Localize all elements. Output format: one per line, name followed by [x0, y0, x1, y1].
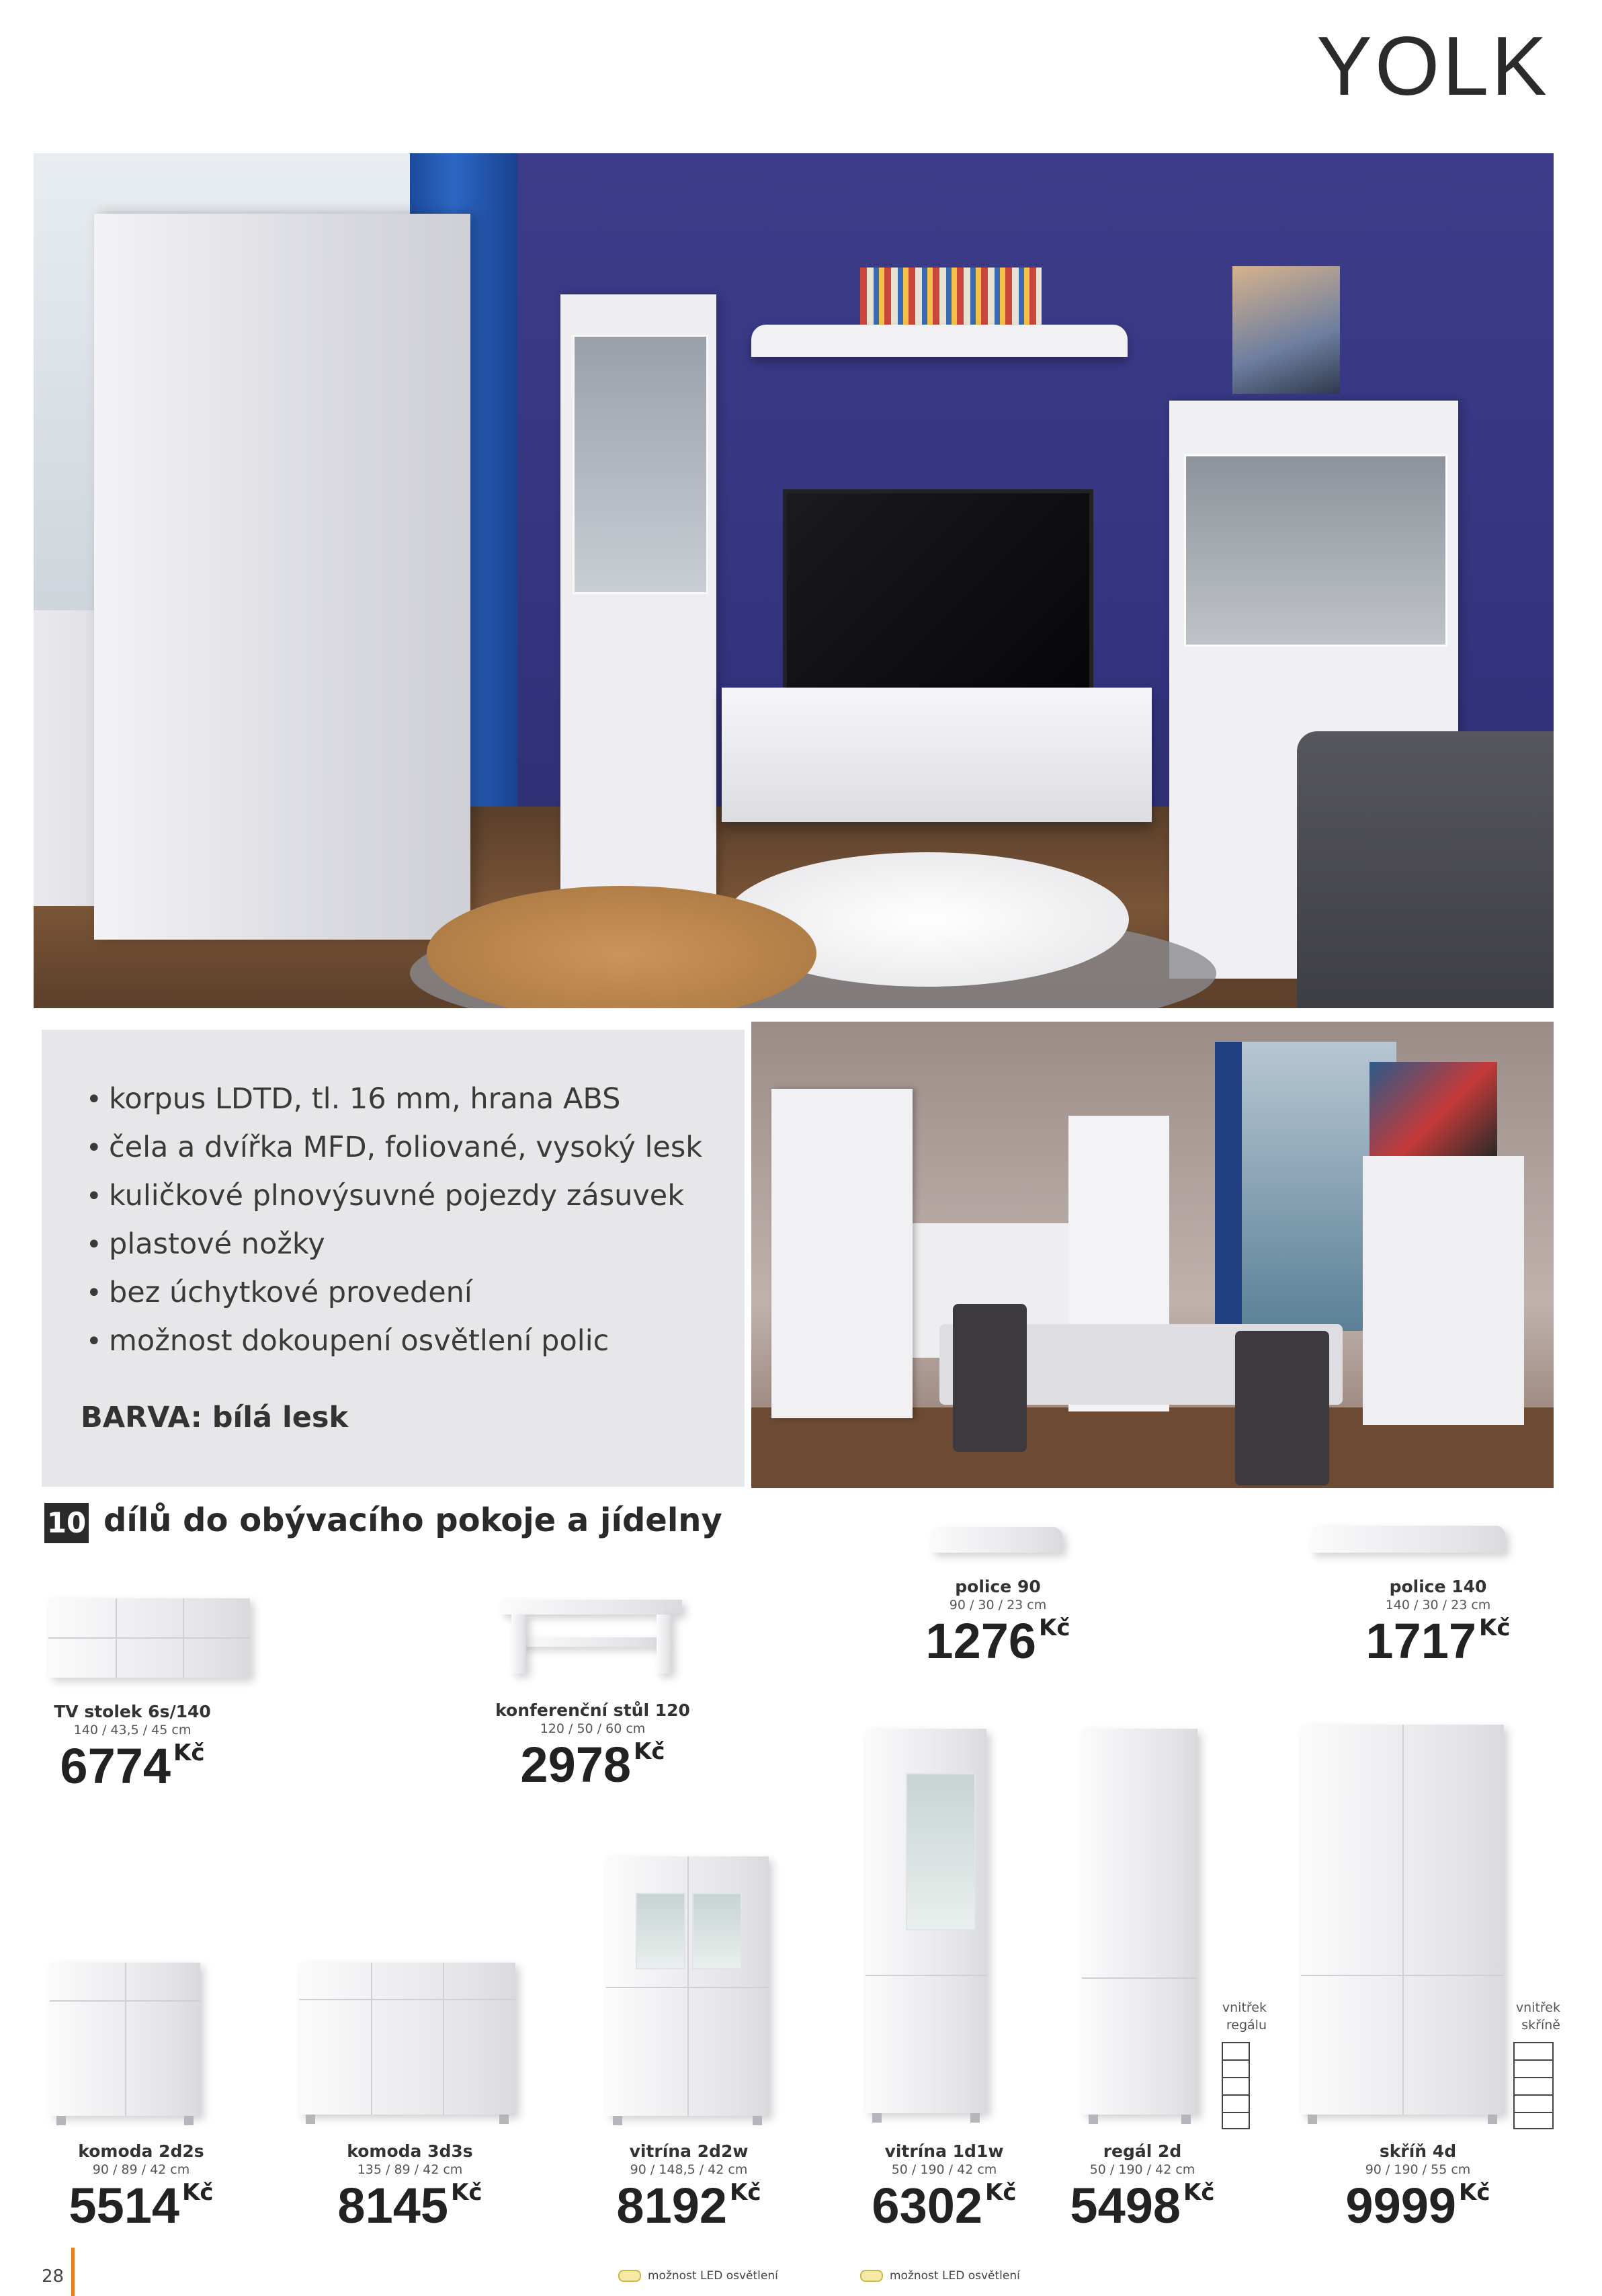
inner-note-line: skříně — [1521, 2018, 1560, 2033]
table-leg — [511, 1614, 526, 1674]
product-name: vitrína 2d2w — [629, 2141, 749, 2161]
front-seam — [299, 1999, 515, 2000]
leg — [56, 2116, 66, 2125]
leg — [1488, 2115, 1497, 2124]
product-dimensions: 90 / 30 / 23 cm — [949, 1598, 1047, 1612]
front-seam — [443, 1963, 444, 2115]
shelving-2d-image — [1082, 1729, 1197, 2115]
dresser-2d2s-image — [50, 1963, 200, 2116]
product-price — [1317, 2178, 1519, 2233]
front-seam — [1402, 1725, 1404, 2115]
inner-layout-note — [1499, 1999, 1560, 2034]
vitrine-cabinet — [560, 294, 716, 967]
table-top — [501, 1600, 682, 1614]
chair — [953, 1304, 1027, 1452]
product-price — [585, 2178, 793, 2233]
wall-shelf — [751, 325, 1128, 357]
sofa — [1297, 731, 1554, 1008]
currency: Kč — [1479, 1614, 1511, 1641]
led-note-text: možnost LED osvětlení — [648, 2269, 778, 2283]
inner-layout-diagram — [1222, 2042, 1250, 2129]
price-value: 5514 — [69, 2178, 180, 2233]
shelf-140-image — [1310, 1526, 1505, 1553]
led-icon — [860, 2270, 883, 2282]
front-seam — [1082, 1977, 1197, 1979]
color-line: BARVA: bílá lesk — [81, 1401, 349, 1434]
currency: Kč — [173, 1739, 205, 1766]
inner-shelf — [1223, 2061, 1249, 2078]
section-title: dílů do obývacího pokoje a jídelny — [103, 1502, 722, 1539]
currency: Kč — [1039, 1614, 1070, 1641]
currency: Kč — [985, 2179, 1017, 2206]
wall-art — [1369, 1062, 1497, 1156]
product-name: TV stolek 6s/140 — [54, 1702, 211, 1721]
inner-layout-note — [1203, 1999, 1267, 2034]
product-dimensions: 140 / 43,5 / 45 cm — [73, 1723, 192, 1737]
front-seam — [48, 1637, 250, 1639]
leg — [753, 2116, 762, 2125]
tv-unit — [722, 688, 1152, 822]
feature-item: • možnost dokoupení osvětlení polic — [86, 1317, 702, 1366]
product-dimensions: 50 / 190 / 42 cm — [891, 2162, 997, 2177]
product-police-140 — [1341, 1577, 1535, 1669]
product-price — [1341, 1613, 1535, 1669]
vitrine-cabinet — [771, 1089, 913, 1418]
shelf-90-image — [931, 1527, 1062, 1553]
glass-door — [692, 1893, 742, 1969]
display-cabinet — [1363, 1156, 1524, 1425]
leg — [1308, 2115, 1317, 2124]
table-shelf — [521, 1637, 662, 1647]
front-seam — [1301, 1975, 1504, 1976]
television — [783, 489, 1093, 692]
product-dimensions: 90 / 89 / 42 cm — [92, 2162, 190, 2177]
feature-item: • čela a dvířka MFD, foliované, vysoký lesk — [86, 1124, 702, 1172]
leg — [1089, 2115, 1098, 2124]
front-seam — [371, 1963, 372, 2115]
product-price — [309, 2178, 511, 2233]
product-price — [900, 1613, 1095, 1669]
price-value: 5498 — [1070, 2178, 1181, 2233]
price-value: 8145 — [337, 2178, 449, 2233]
product-skrin-4d — [1317, 2141, 1519, 2231]
glass-door — [906, 1773, 976, 1930]
inner-shelf — [1515, 2096, 1552, 2113]
product-dimensions: 50 / 190 / 42 cm — [1089, 2162, 1195, 2177]
dining-room-photo — [751, 1022, 1554, 1488]
currency: Kč — [182, 2179, 214, 2206]
product-name: vitrína 1d1w — [884, 2141, 1004, 2161]
product-dimensions: 140 / 30 / 23 cm — [1385, 1598, 1491, 1612]
tv-stand-image — [48, 1598, 250, 1678]
inner-shelf — [1515, 2061, 1552, 2078]
front-seam — [687, 1856, 689, 2116]
hero-living-room-photo — [34, 153, 1554, 1008]
led-note — [618, 2269, 778, 2283]
page-number: 28 — [42, 2266, 65, 2287]
price-value: 2978 — [520, 1737, 632, 1793]
product-name: regál 2d — [1103, 2141, 1182, 2161]
product-dimensions: 90 / 148,5 / 42 cm — [630, 2162, 748, 2177]
currency: Kč — [451, 2179, 482, 2206]
page-accent-bar — [71, 2248, 75, 2296]
front-seam — [125, 1963, 126, 2116]
product-name: skříň 4d — [1379, 2141, 1457, 2161]
product-price — [840, 2178, 1048, 2233]
leg — [499, 2115, 509, 2124]
tall-wardrobe — [94, 214, 470, 940]
product-komoda-2d2s — [40, 2141, 242, 2231]
inner-shelf — [1223, 2078, 1249, 2096]
feature-item: • bez úchytkové provedení — [86, 1269, 702, 1317]
inner-layout-diagram — [1513, 2042, 1554, 2129]
chair — [1235, 1331, 1329, 1485]
product-dimensions: 120 / 50 / 60 cm — [540, 1721, 646, 1736]
product-vitrina-2d2w — [585, 2141, 793, 2231]
dresser-3d3s-image — [299, 1963, 515, 2115]
product-name: konferenční stůl 120 — [495, 1700, 690, 1720]
currency: Kč — [1183, 2179, 1215, 2206]
product-name: komoda 3d3s — [347, 2141, 473, 2161]
product-konferencni-stul — [492, 1700, 693, 1793]
display-cabinet-glass — [1184, 454, 1447, 647]
wardrobe-4d-image — [1301, 1725, 1504, 2115]
leg — [306, 2115, 315, 2124]
inner-note-line: vnitřek — [1515, 2000, 1560, 2015]
inner-shelf — [1515, 2078, 1552, 2096]
glass-door — [636, 1893, 685, 1969]
price-value: 8192 — [616, 2178, 728, 2233]
led-note — [860, 2269, 1020, 2283]
product-tv-stolek — [48, 1702, 216, 1794]
leg — [970, 2113, 980, 2123]
leg — [1181, 2115, 1191, 2124]
product-vitrina-1d1w — [840, 2141, 1048, 2231]
product-price — [492, 1737, 693, 1793]
inner-shelf — [1223, 2096, 1249, 2113]
led-note-text: možnost LED osvětlení — [890, 2269, 1020, 2283]
features-list — [86, 1075, 702, 1366]
coffee-table-image — [501, 1600, 682, 1674]
product-name: police 140 — [1389, 1577, 1487, 1596]
feature-item: • plastové nožky — [86, 1221, 702, 1269]
inner-shelf — [1515, 2043, 1552, 2061]
framed-picture — [1232, 266, 1340, 394]
vitrine-2d2w-image — [606, 1856, 769, 2116]
front-seam — [116, 1598, 117, 1678]
feature-item: • kuličkové plnovýsuvné pojezdy zásuvek — [86, 1172, 702, 1221]
product-regal-2d — [1048, 2141, 1236, 2231]
leg — [613, 2116, 622, 2125]
product-price — [1048, 2178, 1236, 2233]
price-value: 1276 — [925, 1613, 1037, 1669]
section-number-badge: 10 — [44, 1503, 89, 1543]
currency: Kč — [730, 2179, 761, 2206]
front-seam — [183, 1598, 184, 1678]
front-seam — [866, 1975, 986, 1976]
inner-note-line: regálu — [1226, 2018, 1267, 2033]
price-value: 6302 — [872, 2178, 983, 2233]
brand-title: YOLK — [1316, 20, 1550, 113]
product-name: police 90 — [955, 1577, 1041, 1596]
product-komoda-3d3s — [309, 2141, 511, 2231]
product-price — [40, 2178, 242, 2233]
product-price — [48, 1738, 216, 1794]
price-value: 9999 — [1345, 2178, 1457, 2233]
table-leg — [657, 1614, 671, 1674]
led-icon — [618, 2270, 641, 2282]
leg — [184, 2116, 194, 2125]
inner-shelf — [1223, 2043, 1249, 2061]
product-dimensions: 135 / 89 / 42 cm — [357, 2162, 463, 2177]
product-dimensions: 90 / 190 / 55 cm — [1365, 2162, 1471, 2177]
inner-note-line: vnitřek — [1222, 2000, 1267, 2015]
feature-item: • korpus LDTD, tl. 16 mm, hrana ABS — [86, 1075, 702, 1124]
price-value: 6774 — [60, 1738, 171, 1794]
books — [860, 268, 1042, 328]
product-police-90 — [900, 1577, 1095, 1669]
currency: Kč — [1459, 2179, 1490, 2206]
leg — [872, 2113, 882, 2123]
product-name: komoda 2d2s — [78, 2141, 204, 2161]
vitrine-glass — [573, 335, 708, 594]
currency: Kč — [634, 1738, 665, 1765]
vitrine-1d1w-image — [866, 1729, 986, 2113]
price-value: 1717 — [1365, 1613, 1477, 1669]
